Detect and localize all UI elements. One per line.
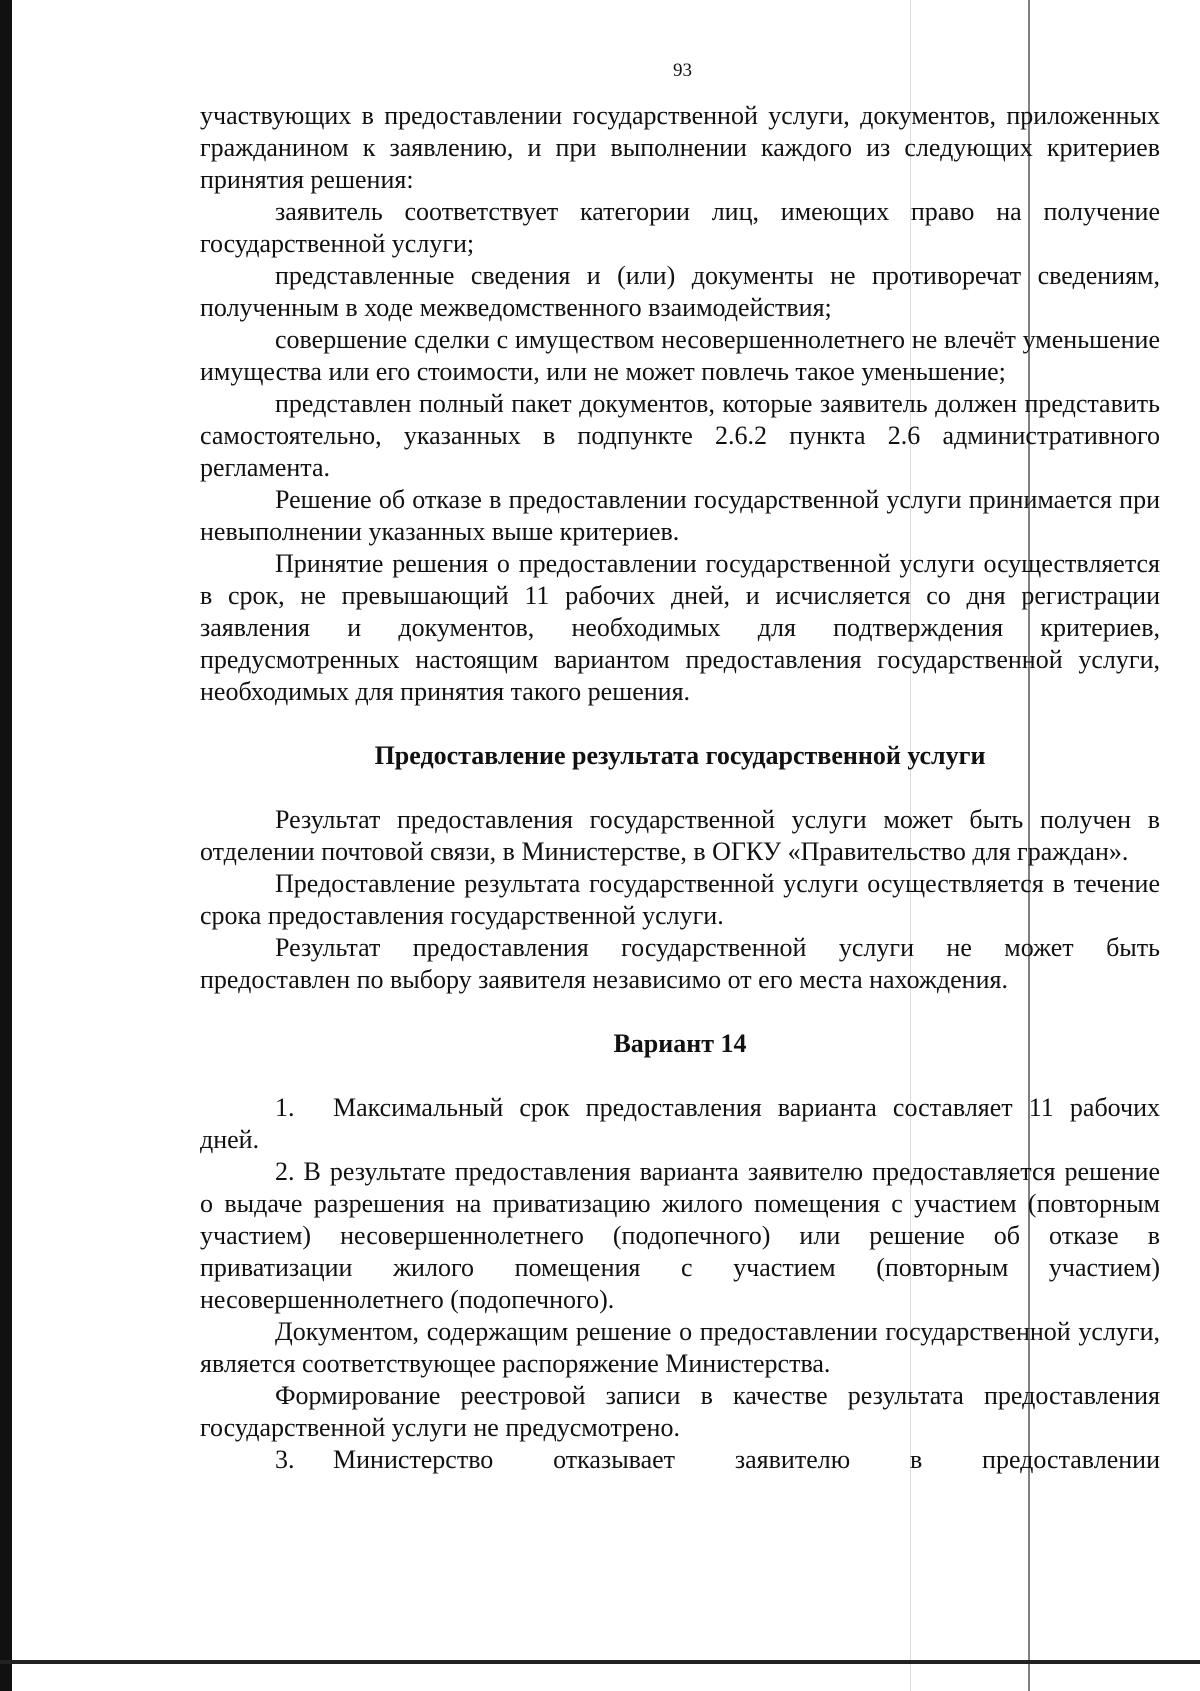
paragraph-criterion-consistency: представленные сведения и (или) документы не противоречат сведениям, полученным в ходе межведомственного взаимодействия;	[200, 261, 1160, 322]
section-heading-result: Предоставление результата государственной услуги	[374, 741, 986, 770]
scan-bottom-edge	[0, 1660, 1200, 1664]
paragraph-decision-term: Принятие решения о предоставлении государственной услуги осуществляется в срок, не превышающий 11 рабочих дней, и исчисляется со дня регистрации заявления и документов, необходимых для подтверждения критериев, предусмотренных настоящим вариантом предоставления государственной услуги, необходимых для принятия такого решения.	[200, 549, 1160, 706]
paragraph-decision-document: Документом, содержащим решение о предоставлении государственной услуги, является соответствующее распоряжение Министерства.	[200, 1317, 1160, 1378]
paragraph-refusal-decision: Решение об отказе в предоставлении государственной услуги принимается при невыполнении указанных выше критериев.	[200, 485, 1160, 546]
paragraph-result-term: Предоставление результата государственной услуги осуществляется в течение срока предоставления государственной услуги.	[200, 869, 1160, 930]
paragraph-result-channels: Результат предоставления государственной услуги может быть получен в отделении почтовой связи, в Министерстве, в ОГКУ «Правительство для граждан».	[200, 805, 1160, 866]
paragraph-criterion-documents: представлен полный пакет документов, которые заявитель должен представить самостоятельно, указанных в подпункте 2.6.2 пункта 2.6 административного регламента.	[200, 389, 1160, 482]
page-number: 93	[673, 60, 692, 81]
document-body	[200, 100, 1160, 1476]
list-item-3-text: Министерство отказывает заявителю в предоставлении	[333, 1445, 1160, 1474]
paragraph-item-2: 2. В результате предоставления варианта заявителю предоставляется решение о выдаче разрешения на приватизацию жилого помещения с участием (повторным участием) несовершеннолетнего (подопечного) или решение об отказе в приватизации жилого помещения с участием (повторным участием) несовершеннолетнего (подопечного).	[200, 1157, 1160, 1314]
paragraph-registry-record: Формирование реестровой записи в качестве результата предоставления государственной услуги не предусмотрено.	[200, 1381, 1160, 1442]
paragraph-result-location: Результат предоставления государственной услуги не может быть предоставлен по выбору заявителя независимо от его места нахождения.	[200, 933, 1160, 994]
scan-left-edge	[0, 0, 12, 1691]
paragraph-criterion-property: совершение сделки с имуществом несовершеннолетнего не влечёт уменьшение имущества или его стоимости, или не может повлечь такое уменьшение;	[200, 325, 1160, 386]
paragraph-criteria-intro: участвующих в предоставлении государственной услуги, документов, приложенных гражданином к заявлению, и при выполнении каждого из следующих критериев принятия решения:	[200, 101, 1160, 194]
list-item-3	[200, 1444, 1160, 1476]
list-item-1-text: Максимальный срок предоставления варианта составляет 11 рабочих дней.	[200, 1093, 1160, 1154]
list-item-3-number: 3.	[275, 1445, 295, 1474]
list-item-1-number: 1.	[275, 1093, 295, 1122]
list-item-1	[200, 1092, 1160, 1156]
section-heading-variant: Вариант 14	[613, 1029, 747, 1058]
paragraph-criterion-category: заявитель соответствует категории лиц, имеющих право на получение государственной услуги;	[200, 197, 1160, 258]
